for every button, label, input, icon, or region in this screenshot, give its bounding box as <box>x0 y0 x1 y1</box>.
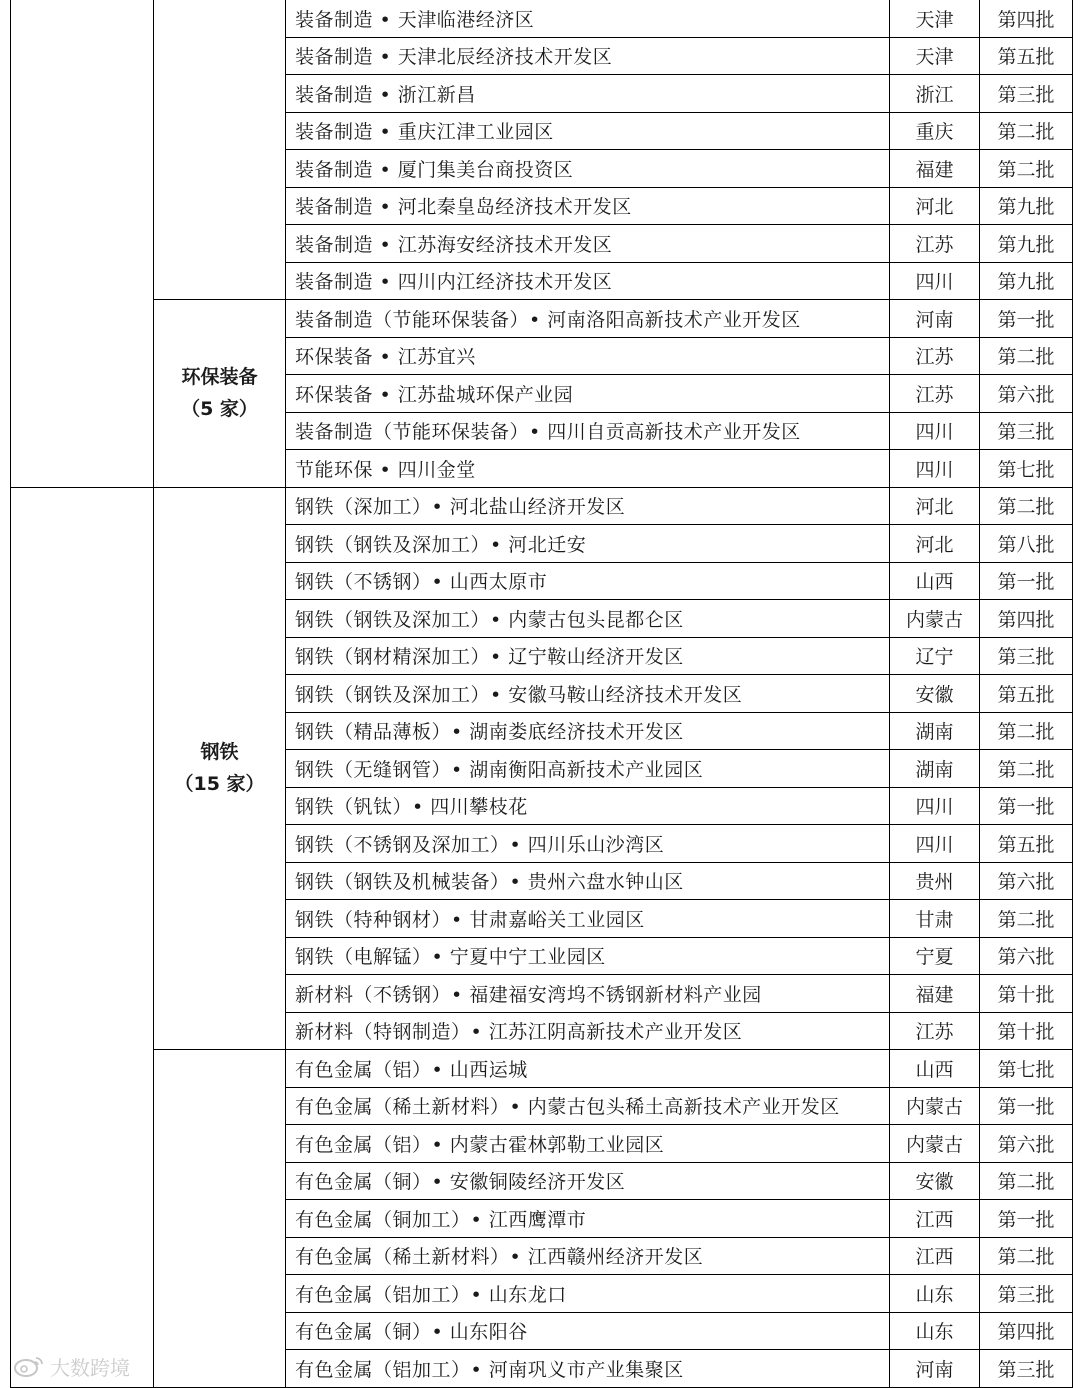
province-cell: 内蒙古 <box>890 1087 980 1125</box>
province-cell: 河北 <box>890 487 980 525</box>
base-name-cell: 钢铁（钒钛）• 四川攀枝花 <box>286 787 890 825</box>
batch-cell: 第九批 <box>980 187 1073 225</box>
base-name-cell: 有色金属（铜加工）• 江西鹰潭市 <box>286 1200 890 1238</box>
table-row <box>11 300 1073 338</box>
batch-cell: 第二批 <box>980 750 1073 788</box>
batch-cell: 第一批 <box>980 562 1073 600</box>
province-cell: 山东 <box>890 1312 980 1350</box>
batch-cell: 第三批 <box>980 75 1073 113</box>
base-name-cell: 有色金属（铝加工）• 山东龙口 <box>286 1275 890 1313</box>
province-cell: 山东 <box>890 1275 980 1313</box>
base-name-cell: 有色金属（稀土新材料）• 江西赣州经济开发区 <box>286 1237 890 1275</box>
province-cell: 浙江 <box>890 75 980 113</box>
category-cell <box>154 0 286 300</box>
batch-cell: 第七批 <box>980 450 1073 488</box>
batch-cell: 第二批 <box>980 1162 1073 1200</box>
base-name-cell: 有色金属（铝）• 内蒙古霍林郭勒工业园区 <box>286 1125 890 1163</box>
province-cell: 贵州 <box>890 862 980 900</box>
province-cell: 天津 <box>890 37 980 75</box>
batch-cell: 第十批 <box>980 1012 1073 1050</box>
base-name-cell: 装备制造（节能环保装备）• 四川自贡高新技术产业开发区 <box>286 412 890 450</box>
base-name-cell: 装备制造 • 浙江新昌 <box>286 75 890 113</box>
base-name-cell: 有色金属（稀土新材料）• 内蒙古包头稀土高新技术产业开发区 <box>286 1087 890 1125</box>
base-name-cell: 节能环保 • 四川金堂 <box>286 450 890 488</box>
batch-cell: 第六批 <box>980 1125 1073 1163</box>
base-name-cell: 钢铁（钢铁及深加工）• 河北迁安 <box>286 525 890 563</box>
category-cell <box>154 487 286 1050</box>
category-count: （15 家） <box>174 773 265 796</box>
base-name-cell: 装备制造 • 天津临港经济区 <box>286 0 890 37</box>
base-name-cell: 钢铁（钢材精深加工）• 辽宁鞍山经济开发区 <box>286 637 890 675</box>
batch-cell: 第五批 <box>980 825 1073 863</box>
base-name-cell: 装备制造 • 重庆江津工业园区 <box>286 112 890 150</box>
batch-cell: 第二批 <box>980 150 1073 188</box>
table-row <box>11 487 1073 525</box>
batch-cell: 第一批 <box>980 300 1073 338</box>
province-cell: 江苏 <box>890 337 980 375</box>
province-cell: 河北 <box>890 187 980 225</box>
province-cell: 宁夏 <box>890 937 980 975</box>
batch-cell: 第三批 <box>980 1350 1073 1388</box>
table-row <box>11 1050 1073 1088</box>
base-name-cell: 环保装备 • 江苏宜兴 <box>286 337 890 375</box>
province-cell: 四川 <box>890 262 980 300</box>
base-name-cell: 有色金属（铝加工）• 河南巩义市产业集聚区 <box>286 1350 890 1388</box>
weibo-logo-icon <box>12 1354 46 1378</box>
batch-cell: 第三批 <box>980 637 1073 675</box>
watermark-text: 大数跨境 <box>50 1355 130 1380</box>
province-cell: 河南 <box>890 300 980 338</box>
province-cell: 四川 <box>890 787 980 825</box>
base-name-cell: 装备制造 • 厦门集美台商投资区 <box>286 150 890 188</box>
province-cell: 湖南 <box>890 750 980 788</box>
base-name-cell: 钢铁（无缝钢管）• 湖南衡阳高新技术产业园区 <box>286 750 890 788</box>
base-name-cell: 装备制造 • 河北秦皇岛经济技术开发区 <box>286 187 890 225</box>
base-name-cell: 装备制造 • 四川内江经济技术开发区 <box>286 262 890 300</box>
batch-cell: 第六批 <box>980 375 1073 413</box>
base-name-cell: 钢铁（钢铁及机械装备）• 贵州六盘水钟山区 <box>286 862 890 900</box>
base-name-cell: 钢铁（深加工）• 河北盐山经济开发区 <box>286 487 890 525</box>
province-cell: 山西 <box>890 1050 980 1088</box>
base-name-cell: 环保装备 • 江苏盐城环保产业园 <box>286 375 890 413</box>
base-name-cell: 装备制造（节能环保装备）• 河南洛阳高新技术产业开发区 <box>286 300 890 338</box>
province-cell: 辽宁 <box>890 637 980 675</box>
base-name-cell: 钢铁（钢铁及深加工）• 内蒙古包头昆都仑区 <box>286 600 890 638</box>
batch-cell: 第一批 <box>980 1087 1073 1125</box>
batch-cell: 第二批 <box>980 112 1073 150</box>
base-name-cell: 有色金属（铜）• 山东阳谷 <box>286 1312 890 1350</box>
batch-cell: 第五批 <box>980 675 1073 713</box>
batch-cell: 第六批 <box>980 862 1073 900</box>
base-name-cell: 钢铁（电解锰）• 宁夏中宁工业园区 <box>286 937 890 975</box>
province-cell: 福建 <box>890 150 980 188</box>
base-name-cell: 有色金属（铜）• 安徽铜陵经济开发区 <box>286 1162 890 1200</box>
batch-cell: 第九批 <box>980 262 1073 300</box>
province-cell: 江苏 <box>890 225 980 263</box>
industrial-base-table <box>10 0 1073 1388</box>
base-name-cell: 钢铁（特种钢材）• 甘肃嘉峪关工业园区 <box>286 900 890 938</box>
province-cell: 内蒙古 <box>890 1125 980 1163</box>
batch-cell: 第八批 <box>980 525 1073 563</box>
province-cell: 安徽 <box>890 1162 980 1200</box>
outer-group-cell <box>11 487 154 1387</box>
batch-cell: 第二批 <box>980 337 1073 375</box>
province-cell: 江苏 <box>890 1012 980 1050</box>
batch-cell: 第一批 <box>980 787 1073 825</box>
province-cell: 湖南 <box>890 712 980 750</box>
batch-cell: 第九批 <box>980 225 1073 263</box>
province-cell: 天津 <box>890 0 980 37</box>
category-cell <box>154 300 286 488</box>
province-cell: 福建 <box>890 975 980 1013</box>
province-cell: 河北 <box>890 525 980 563</box>
category-label: 钢铁 <box>200 741 239 764</box>
category-cell <box>154 1050 286 1388</box>
category-label: 环保装备 <box>181 366 258 389</box>
province-cell: 甘肃 <box>890 900 980 938</box>
province-cell: 四川 <box>890 825 980 863</box>
watermark <box>12 1351 147 1381</box>
batch-cell: 第二批 <box>980 1237 1073 1275</box>
outer-group-cell <box>11 0 154 487</box>
base-name-cell: 装备制造 • 江苏海安经济技术开发区 <box>286 225 890 263</box>
province-cell: 山西 <box>890 562 980 600</box>
batch-cell: 第一批 <box>980 1200 1073 1238</box>
base-name-cell: 钢铁（不锈钢）• 山西太原市 <box>286 562 890 600</box>
base-name-cell: 新材料（不锈钢）• 福建福安湾坞不锈钢新材料产业园 <box>286 975 890 1013</box>
table-body <box>11 0 1073 1387</box>
category-count: （5 家） <box>181 398 258 421</box>
base-name-cell: 钢铁（精品薄板）• 湖南娄底经济技术开发区 <box>286 712 890 750</box>
batch-cell: 第四批 <box>980 1312 1073 1350</box>
base-name-cell: 新材料（特钢制造）• 江苏江阴高新技术产业开发区 <box>286 1012 890 1050</box>
base-name-cell: 钢铁（不锈钢及深加工）• 四川乐山沙湾区 <box>286 825 890 863</box>
batch-cell: 第四批 <box>980 0 1073 37</box>
province-cell: 内蒙古 <box>890 600 980 638</box>
batch-cell: 第四批 <box>980 600 1073 638</box>
batch-cell: 第六批 <box>980 937 1073 975</box>
base-name-cell: 钢铁（钢铁及深加工）• 安徽马鞍山经济技术开发区 <box>286 675 890 713</box>
province-cell: 四川 <box>890 412 980 450</box>
province-cell: 江西 <box>890 1237 980 1275</box>
batch-cell: 第十批 <box>980 975 1073 1013</box>
base-name-cell: 有色金属（铝）• 山西运城 <box>286 1050 890 1088</box>
batch-cell: 第七批 <box>980 1050 1073 1088</box>
province-cell: 四川 <box>890 450 980 488</box>
batch-cell: 第二批 <box>980 712 1073 750</box>
province-cell: 河南 <box>890 1350 980 1388</box>
table-row <box>11 0 1073 37</box>
batch-cell: 第三批 <box>980 412 1073 450</box>
batch-cell: 第三批 <box>980 1275 1073 1313</box>
batch-cell: 第二批 <box>980 900 1073 938</box>
batch-cell: 第二批 <box>980 487 1073 525</box>
province-cell: 安徽 <box>890 675 980 713</box>
province-cell: 江西 <box>890 1200 980 1238</box>
base-name-cell: 装备制造 • 天津北辰经济技术开发区 <box>286 37 890 75</box>
province-cell: 江苏 <box>890 375 980 413</box>
batch-cell: 第五批 <box>980 37 1073 75</box>
province-cell: 重庆 <box>890 112 980 150</box>
